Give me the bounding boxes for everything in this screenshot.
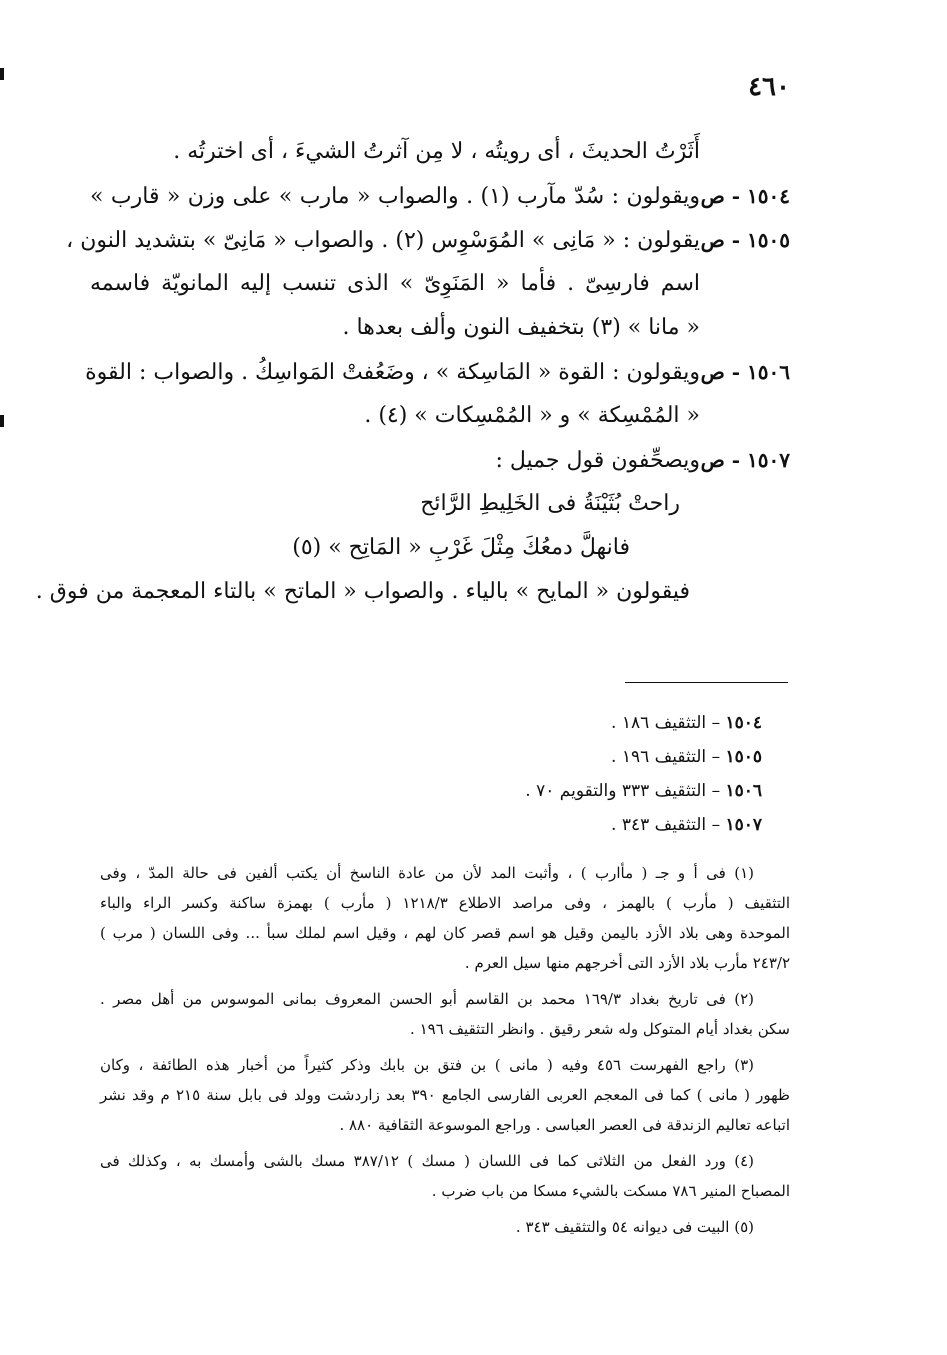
entry-text: ويصحِّفون قول جميل : <box>495 448 700 473</box>
reference-number: ١٥٠٦ <box>725 781 762 801</box>
reference-number: ١٥٠٤ <box>725 713 762 733</box>
reference-text: – التثقيف ١٩٦ . <box>611 747 726 767</box>
footnote-line: (٢) فى تاريخ بغداد ١٦٩/٣ محمد بن القاسم أبو الحسن المعروف بمانى الموسوس من أهل مصر . <box>100 990 754 1008</box>
reference-line <box>400 808 762 842</box>
entry-number: ١٥٠٤ - ص <box>700 184 790 208</box>
footnote-line: (٣) راجع الفهرست ٤٥٦ وفيه ( مانى ) بن فتق بن بابك وذكر كثيراً من أخبار هذه الطائفة ، وكان <box>100 1056 755 1074</box>
footnote-line: (٥) البيت فى ديوانه ٥٤ والتثقيف ٣٤٣ . <box>515 1218 754 1236</box>
main-text <box>35 130 790 614</box>
entry-number: ١٥٠٥ - ص <box>700 228 790 252</box>
verse-hemistich-1: راحتْ بُثَيْنَةُ فى الخَلِيطِ الرَّائح <box>420 491 680 516</box>
footnote-line: (٤) ورد الفعل من الثلاثى كما فى اللسان ( مسك ) ٣٨٧/١٢ مسك بالشى وأمسك به ، وكذلك فى <box>100 1152 754 1170</box>
text-line <box>85 350 790 394</box>
footnote-line: اتباعه تعاليم الزندقة فى العصر العباسى . وراجع الموسوعة الثقافية ٨٨٠ . <box>339 1116 790 1134</box>
footnote-1 <box>100 858 790 978</box>
reference-text: – التثقيف ٣٣٣ والتقويم ٧٠ . <box>525 781 726 801</box>
reference-number: ١٥٠٥ <box>725 747 762 767</box>
text-line <box>90 306 790 350</box>
footnote-line: ظهور ( مانى ) كما فى المعجم العربى الفارسى الجامع ٣٩٠ بعد زاردشت وولد فى بابل سنة ٢١٥ م وقد نشر <box>100 1086 790 1104</box>
footnote-5 <box>100 1212 790 1242</box>
verse-line <box>90 526 790 570</box>
footnote-line: الموحدة وهى بلاد الأزد باليمن وقيل هو اسم قصر كان لهم ، وقيل اسم لملك سبأ ... وفى اللسان ( مرب ) <box>100 924 790 942</box>
entry-number: ١٥٠٦ - ص <box>700 360 790 384</box>
reference-line <box>400 774 762 808</box>
text-line <box>90 438 790 482</box>
footnote-3 <box>100 1050 790 1140</box>
footnote-line: (١) فى أ و جـ ( مأارب ) ، وأثبت المد لأن من عادة الناسخ أن يكتب ألفين فى حالة المدّ ، وفى <box>100 864 754 882</box>
page-number: ٤٦٠ <box>748 72 790 102</box>
reference-text: – التثقيف ٣٤٣ . <box>611 815 726 835</box>
reference-line <box>400 740 762 774</box>
entry-text: اسم فارسِىّ . فأما « المَنَوِىّ » الذى تنسب إليه المانويّة فاسمه <box>90 271 700 296</box>
footnote-line: المصباح المنير ٧٨٦ مسكت بالشيء مسكا من باب ضرب . <box>431 1182 790 1200</box>
entry-text: أَثَرْتُ الحديثَ ، أى رويتُه ، لا مِن آثرتُ الشيءَ ، أى اخترتُه . <box>173 139 700 164</box>
text-line <box>90 130 790 174</box>
reference-line <box>400 706 762 740</box>
footnote-line: ٢٤٣/٢ مأرب بلاد الأزد التى أخرجهم منها سيل العرم . <box>464 954 790 972</box>
scan-mark <box>0 415 4 427</box>
entry-text: « مانا » (٣) بتخفيف النون وألف بعدها . <box>342 315 700 340</box>
entry-text: ويقولون : سُدّ مآرب (١) . والصواب « مارب » على وزن « قارب » <box>90 184 700 209</box>
entry-text: « المُمْسِكة » و « المُمْسِكات » (٤) . <box>364 403 700 428</box>
verse-line <box>90 482 790 526</box>
closing-text: فيقولون « المايح » بالياء . والصواب « الماتح » بالتاء المعجمة من فوق . <box>35 579 690 604</box>
footnotes <box>100 858 790 1242</box>
source-references <box>400 706 762 842</box>
entry-text: ويقولون : القوة « المَاسِكة » ، وضَعُفتْ المَواسِكُ . والصواب : القوة <box>85 360 700 385</box>
footnote-4 <box>100 1146 790 1206</box>
footnote-line: التثقيف ( مأرب ) بالهمز ، وفى مراصد الاطلاع ١٢١٨/٣ ( مأرب ) بهمزة ساكنة وكسر الراء والباء <box>100 894 790 912</box>
footnote-line: سكن بغداد أيام المتوكل وله شعر رقيق . وانظر التثقيف ١٩٦ . <box>410 1020 790 1038</box>
text-line <box>90 174 790 218</box>
footnote-2 <box>100 984 790 1044</box>
text-line <box>90 394 790 438</box>
entry-number: ١٥٠٧ - ص <box>700 448 790 472</box>
text-line <box>90 262 790 306</box>
entry-text: يقولون : « مَانِى » المُوَسْوِس (٢) . والصواب « مَانِىّ » بتشديد النون ، <box>66 228 700 253</box>
scan-mark <box>0 68 4 80</box>
reference-text: – التثقيف ١٨٦ . <box>611 713 726 733</box>
text-line <box>35 570 790 614</box>
text-line <box>66 218 790 262</box>
reference-number: ١٥٠٧ <box>725 815 762 835</box>
footnote-divider <box>625 682 788 683</box>
verse-hemistich-2: فانهلَّ دمعُكَ مِثْلَ غَرْبِ « المَاتِح » (٥) <box>292 535 630 560</box>
